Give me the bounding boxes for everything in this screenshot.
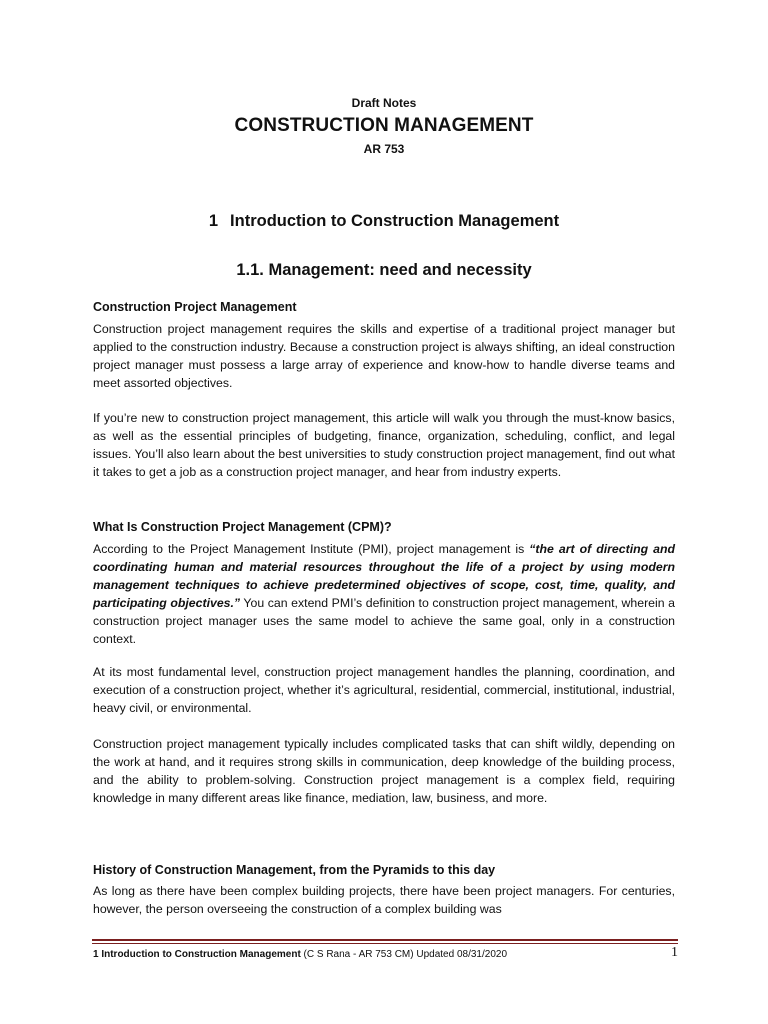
paragraph-3-intro: According to the Project Management Institute (PMI), project management is bbox=[93, 542, 530, 556]
paragraph-5: Construction project management typically includes complicated tasks that can shift wildly, depending on the work at hand, and it requires strong skills in communication, deep knowledge of the building process, and the ability to problem-solving. Construction project management is a complex field, requiring knowledge in many different areas like finance, mediation, law, business, and more. bbox=[93, 737, 675, 805]
footer-rule-thick bbox=[92, 939, 678, 941]
footer-text bbox=[93, 949, 507, 960]
chapter-number: 1 bbox=[208, 212, 219, 230]
page-number: 1 bbox=[671, 945, 678, 960]
paragraph-6: As long as there have been complex building projects, there have been project managers. For centuries, however, the person overseeing the construction of a complex building was bbox=[93, 884, 675, 916]
paragraph-3-end: You can extend PMI’s definition to construction project management, wherein a construction project manager uses the same model to achieve the same goal, only in a construction context. bbox=[93, 596, 675, 646]
history-subheading: History of Construction Management, from the Pyramids to this day bbox=[93, 863, 496, 877]
paragraph-1: Construction project management requires the skills and expertise of a traditional project manager but applied to the construction industry. Because a construction project is always shifting, an ideal construction project manager must possess a large array of experience and know-how to handle diverse teams and meet assorted objectives. bbox=[93, 322, 675, 390]
footer-details: (C S Rana - AR 753 CM) Updated 08/31/2020 bbox=[300, 949, 508, 960]
paragraph-3 bbox=[93, 540, 675, 648]
what-is-cpm-subheading: What Is Construction Project Management (CPM)? bbox=[93, 520, 392, 534]
pmi-definition-quote: “the art of directing and coordinating human and material resources throughout the life of a project by using modern management techniques to achieve predetermined objectives of scope, cost, time, quality, and participating objectives.” bbox=[93, 542, 676, 610]
chapter-heading bbox=[0, 212, 768, 231]
cpm-subheading: Construction Project Management bbox=[93, 300, 297, 314]
footer-chapter-ref: 1 Introduction to Construction Management bbox=[93, 949, 301, 960]
chapter-title: Introduction to Construction Management bbox=[230, 212, 560, 230]
course-code: AR 753 bbox=[363, 142, 405, 156]
footer-rule-thin bbox=[92, 943, 678, 944]
course-title: CONSTRUCTION MANAGEMENT bbox=[234, 115, 534, 136]
paragraph-2: If you’re new to construction project management, this article will walk you through the must-know basics, as well as the essential principles of budgeting, finance, organization, scheduling, conflict, and legal issues. You’ll also learn about the best universities to study construction project management, find out what it takes to get a job as a construction project manager, and hear from industry experts. bbox=[93, 411, 675, 479]
section-heading: 1.1. Management: need and necessity bbox=[236, 261, 532, 279]
draft-notes-label: Draft Notes bbox=[351, 96, 417, 110]
paragraph-4: At its most fundamental level, construction project management handles the planning, coordination, and execution of a construction project, whether it’s agricultural, residential, commercial, institutional, industrial, heavy civil, or environmental. bbox=[93, 665, 675, 715]
